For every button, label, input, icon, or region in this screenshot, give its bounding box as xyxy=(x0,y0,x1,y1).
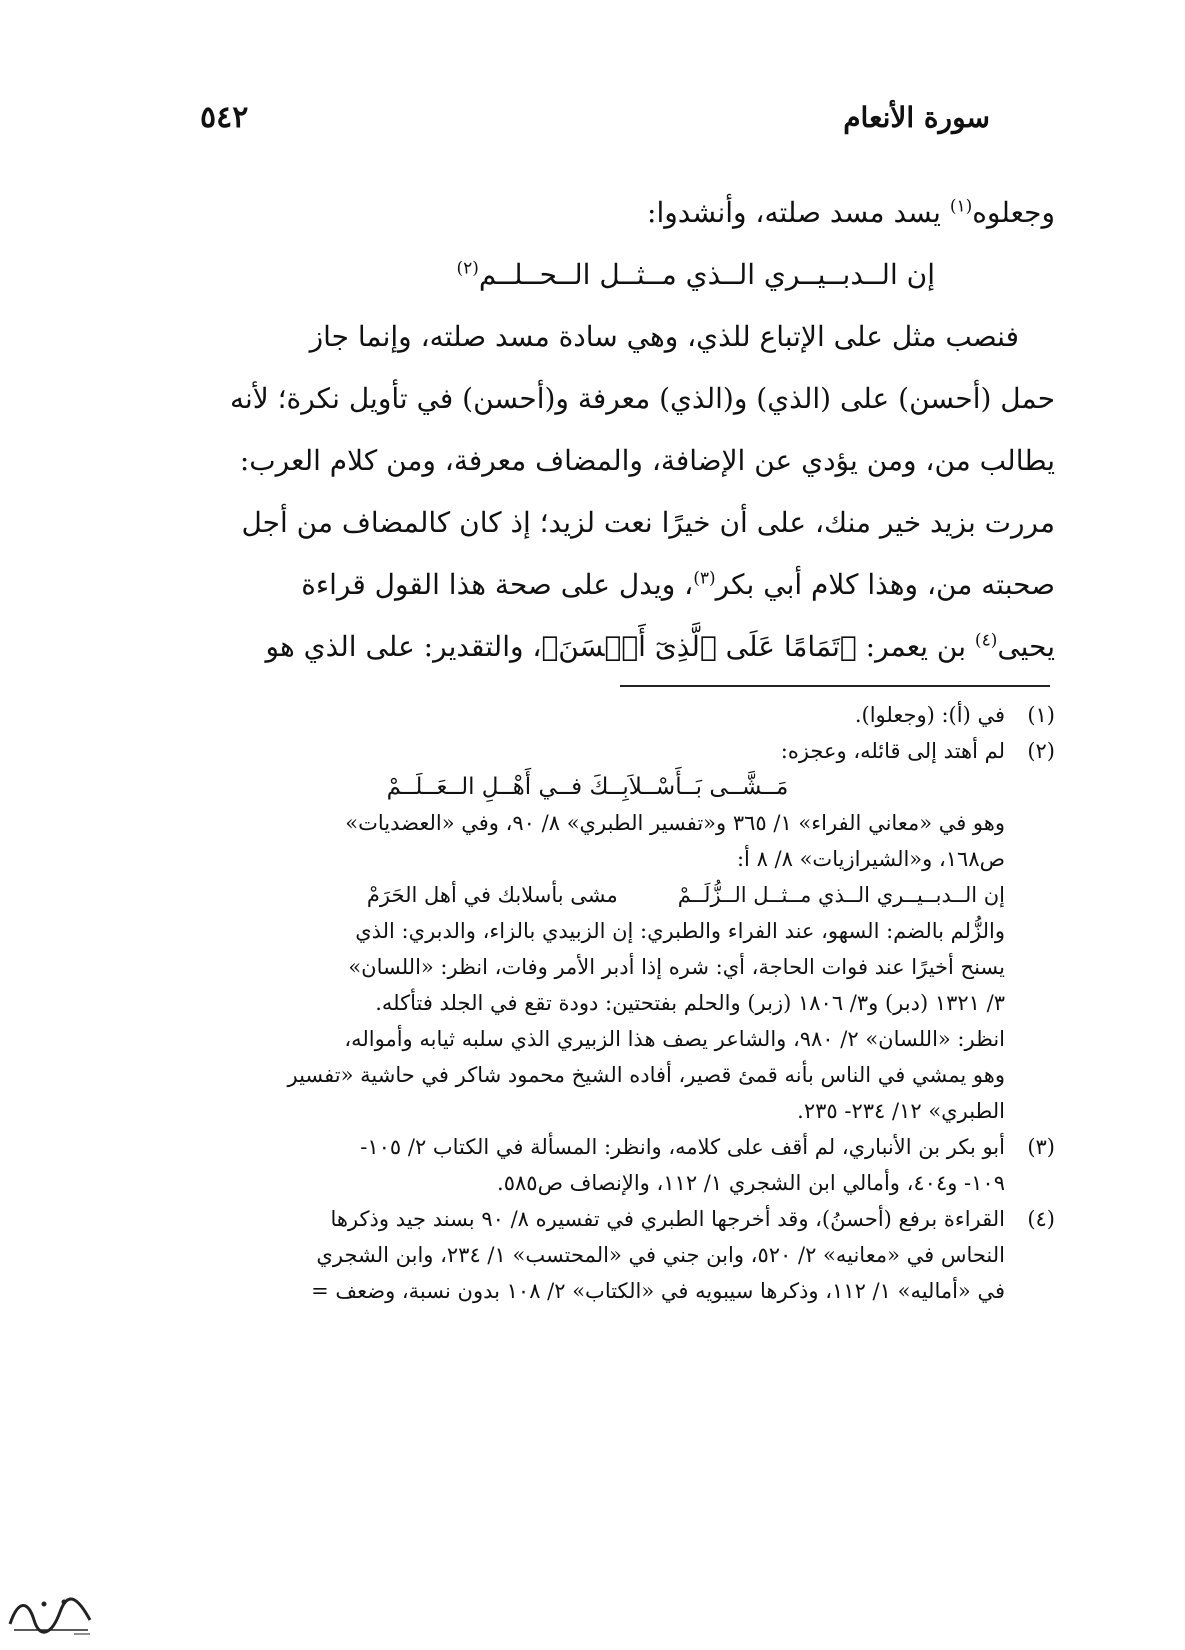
footnote-number: (٤) xyxy=(1027,1207,1055,1231)
footnote-2 xyxy=(120,733,1055,769)
main-line: وجعلوه$^{(١)}$ يسد مسد صلته، وأنشدوا: xyxy=(647,196,1055,229)
main-line: يطالب من، ومن يؤدي عن الإضافة، والمضاف معرفة، ومن كلام العرب: xyxy=(239,444,1055,477)
main-line: مررت بزيد خير منك، على أن خيرًا نعت لزيد؛ إذ كان كالمضاف من أجل xyxy=(241,506,1055,539)
footnote-number: (٢) xyxy=(1027,739,1055,763)
footnotes xyxy=(120,697,1055,1309)
footnote-line: في (أ): (وجعلوا). xyxy=(854,703,1005,727)
footnote-line: والزُّلم بالضم: السهو، عند الفراء والطبري: إن الزبيدي بالزاء، والدبري: الذي xyxy=(355,919,1005,943)
footnote-ref[interactable]: (٢) xyxy=(456,258,479,279)
quoted-verse: إن الــدبــيــري الــذي مــثــل الــحــلــم$^{(٢)}$ xyxy=(456,258,935,291)
footnote-poem-verse xyxy=(120,877,1055,913)
library-stamp-logo xyxy=(4,1590,96,1640)
main-line: صحبته من، وهذا كلام أبي بكر$^{(٣)}$، ويدل على صحة هذا القول قراءة xyxy=(301,568,1055,601)
footnote-1 xyxy=(120,697,1055,733)
footnote-line: انظر: «اللسان» ٢/ ٩٨٠، والشاعر يصف هذا الزبيري الذي سلبه ثيابه وأمواله، xyxy=(344,1027,1005,1051)
footnote-line: يسنح أخيرًا عند فوات الحاجة، أي: شره إذا أدبر الأمر وفات، انظر: «اللسان» xyxy=(348,955,1005,979)
footnote-separator xyxy=(620,685,1050,687)
page-number: ٥٤٢ xyxy=(200,99,249,135)
footnote-number: (١) xyxy=(1027,703,1055,727)
poem-second-hemistich: مشى بأسلابك في أهل الحَرَمْ xyxy=(366,883,618,907)
footnote-line: ١٠٩- و٤٠٤، وأمالي ابن الشجري ١/ ١١٢، والإنصاف ص٥٨٥. xyxy=(497,1171,1005,1195)
footnote-line: القراءة برفع (أحسنُ)، وقد أخرجها الطبري في تفسيره ٨/ ٩٠ بسند جيد وذكرها xyxy=(330,1207,1005,1231)
footnote-number: (٣) xyxy=(1027,1135,1055,1159)
footnote-4 xyxy=(120,1201,1055,1309)
footnote-line: لم أهتد إلى قائله، وعجزه: xyxy=(780,739,1005,763)
main-line: يحيى$^{(٤)}$ بن يعمر: ﴿تَمَامًا عَلَى ٱلَّذِىٓ أَحۡسَنَ﴾، والتقدير: على الذي هو xyxy=(265,630,1055,663)
footnote-line: وهو يمشي في الناس بأنه قمئ قصير، أفاده الشيخ محمود شاكر في حاشية «تفسير xyxy=(287,1063,1005,1087)
footnote-line: أبو بكر بن الأنباري، لم أقف على كلامه، وانظر: المسألة في الكتاب ٢/ ١٠٥- xyxy=(360,1135,1005,1159)
footnote-ref[interactable]: (٤) xyxy=(974,630,998,651)
main-line: فنصب مثل على الإتباع للذي، وهي سادة مسد صلته، وإنما جاز xyxy=(309,320,1019,353)
footnote-line: ٣/ ١٣٢١ (دبر) و٣/ ١٨٠٦ (زبر) والحلم بفتحتين: دودة تقع في الجلد فتأكله. xyxy=(375,991,1005,1015)
main-line: حمل (أحسن) على (الذي) و(الذي) معرفة و(أحسن) في تأويل نكرة؛ لأنه xyxy=(229,382,1055,415)
footnote-poem-hemistich: مَــشَّــى بَــأَسْــلاَبِــكَ فــي أَهْــلِ الــعَــلَــمْ xyxy=(386,774,789,800)
poem-first-hemistich: إن الــدبــيــري الــذي مــثــل الــزُّلَــمْ xyxy=(677,883,1005,907)
footnote-line: ص١٦٨، و«الشيرازيات» ٨/ ٨ أ: xyxy=(736,847,1005,871)
footnote-line: وهو في «معاني الفراء» ١/ ٣٦٥ و«تفسير الطبري» ٨/ ٩٠، وفي «العضديات» xyxy=(345,811,1005,835)
footnote-line: في «أماليه» ١/ ١١٢، وذكرها سيبويه في «الكتاب» ٢/ ١٠٨ بدون نسبة، وضعف = xyxy=(311,1279,1005,1303)
footnote-line: الطبري» ١٢/ ٢٣٤- ٢٣٥. xyxy=(797,1099,1005,1123)
main-text xyxy=(130,182,1055,678)
footnote-line: النحاس في «معانيه» ٢/ ٥٢٠، وابن جني في «المحتسب» ١/ ٢٣٤، وابن الشجري xyxy=(316,1243,1005,1267)
surah-title: سورة الأنعام xyxy=(843,100,990,134)
footnote-3 xyxy=(120,1129,1055,1201)
footnote-ref[interactable]: (٣) xyxy=(693,568,716,589)
footnote-ref[interactable]: (١) xyxy=(949,196,973,217)
page-header xyxy=(200,92,990,142)
